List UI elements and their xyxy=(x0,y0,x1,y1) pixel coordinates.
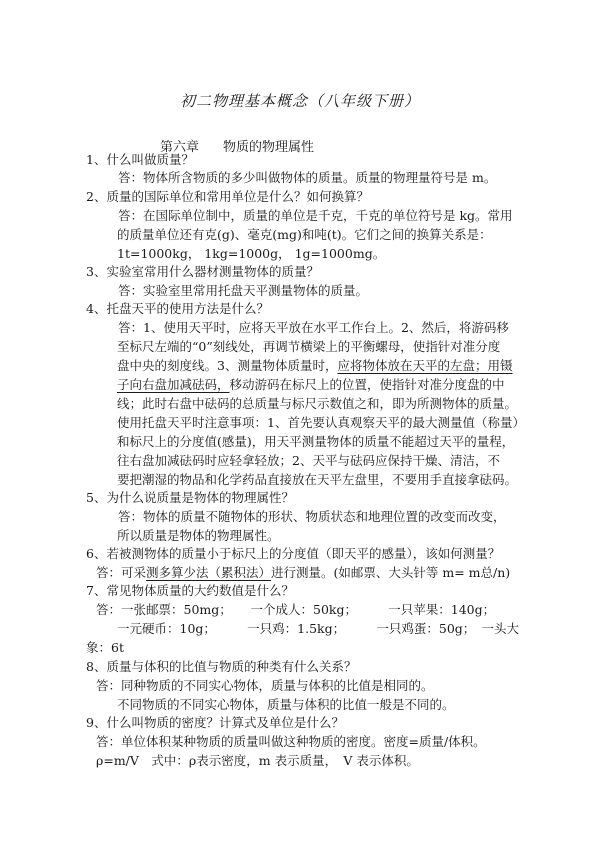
answer-4-line-8: 往右盘加减砝码时应轻拿轻放；2、天平与砝码应保持干燥、清洁，不 xyxy=(117,453,500,468)
answer-4-line-9: 要把潮湿的物品和化学药品直接放在天平左盘里，不要用手直接拿砝码。 xyxy=(117,472,518,487)
answer-4-line-2: 至标尺左端的“0”刻线处，再调节横梁上的平衡螺母，使指针对准分度 xyxy=(117,339,501,354)
chapter-name: 物质的物理属性 xyxy=(223,140,315,155)
answer-4-line-4 xyxy=(117,375,505,395)
answer-3: 答：实验室里常用托盘天平测量物体的质量。 xyxy=(118,283,369,298)
question-5: 5、为什么说质量是物体的物理属性？ xyxy=(86,490,294,505)
chapter-number: 第六章 xyxy=(160,140,200,155)
question-7: 7、常见物体质量的大约数值是什么？ xyxy=(86,583,294,598)
answer-6-prefix: 答：可采 xyxy=(96,565,147,580)
answer-2-line-2: 的质量单位还有克(g)、毫克(mg)和吨(t)。它们之间的换算关系是： xyxy=(117,227,492,242)
answer-6 xyxy=(96,563,510,583)
answer-7-row-2: 一元硬币：10g； 一只鸡：1.5kg； 一只鸡蛋：50g； 一头大 xyxy=(117,621,520,636)
answer-1: 答：物体所含物质的多少叫做物体的质量。质量的物理量符号是 m。 xyxy=(118,170,497,185)
answer-7-row-1: 答：一张邮票：50mg； 一个成人：50kg； 一只苹果：140g； xyxy=(96,602,496,617)
answer-4-underlined-phrase-1: 应将物体放在天平的左盘；用镊 xyxy=(337,358,513,373)
answer-2-line-3: 1t=1000kg， 1kg=1000g， 1g=1000mg。 xyxy=(117,246,386,261)
answer-2-line-1: 答：在国际单位制中，质量的单位是千克，千克的单位符号是 kg。常用 xyxy=(118,208,513,223)
answer-5-line-2: 所以质量是物体的物理属性。 xyxy=(117,528,280,543)
answer-5-line-1: 答：物体的质量不随物体的形状、物质状态和地理位置的改变而改变， xyxy=(118,509,506,524)
answer-4-line-3-text: 盘中央的刻度线。3、测量物体质量时， xyxy=(117,358,338,373)
answer-8-line-2: 不同物质的不同实心物体，质量与体积的比值一般是不同的。 xyxy=(117,697,455,712)
answer-9-line-1: 答：单位体积某种物质的质量叫做这种物质的密度。密度=质量/体积。 xyxy=(96,734,486,749)
answer-4-line-6: 使用托盘天平时注意事项：1、首先要认真观察天平的最大测量值（称量） xyxy=(117,415,525,430)
answer-6-suffix: 进行测量。(如邮票、大头针等 m= m总/n) xyxy=(271,565,511,580)
answer-4-line-3 xyxy=(117,356,512,376)
answer-7-row-3: 象：6t xyxy=(86,640,124,655)
answer-4-underlined-phrase-2: 子向右盘加减砝码， xyxy=(117,377,230,392)
answer-4-line-4-text: 移动游码在标尺上的位置，使指针对准分度盘的中 xyxy=(229,377,505,392)
document-title: 初二物理基本概念（八年级下册） xyxy=(179,92,420,110)
answer-9-line-2: ρ=m/V 式中：ρ表示密度，m 表示质量， V 表示体积。 xyxy=(96,753,419,768)
question-4: 4、托盘天平的使用方法是什么？ xyxy=(86,301,269,316)
question-6: 6、若被测物体的质量小于标尺上的分度值（即天平的感量），该如何测量？ xyxy=(86,546,501,561)
question-8: 8、质量与体积的比值与物质的种类有什么关系？ xyxy=(86,659,357,674)
answer-4-line-1: 答：1、使用天平时，应将天平放在水平工作台上。2、然后，将游码移 xyxy=(118,320,509,335)
answer-6-method: 测多算少法（累积法） xyxy=(146,565,272,580)
question-3: 3、实验室常用什么器材测量物体的质量？ xyxy=(86,264,319,279)
question-2: 2、质量的国际单位和常用单位是什么？如何换算？ xyxy=(86,189,369,204)
question-1: 1、什么叫做质量？ xyxy=(86,152,194,167)
answer-8-line-1: 答：同种物质的不同实心物体，质量与体积的比值是相同的。 xyxy=(96,678,434,693)
answer-4-line-5: 线；此时右盘中砝码的总质量与标尺示数值之和，即为所测物体的质量。 xyxy=(117,396,518,411)
answer-4-line-7: 和标尺上的分度值(感量)，用天平测量物体的质量不能超过天平的量程， xyxy=(117,434,515,449)
question-9: 9、什么叫物质的密度？计算式及单位是什么？ xyxy=(86,715,344,730)
